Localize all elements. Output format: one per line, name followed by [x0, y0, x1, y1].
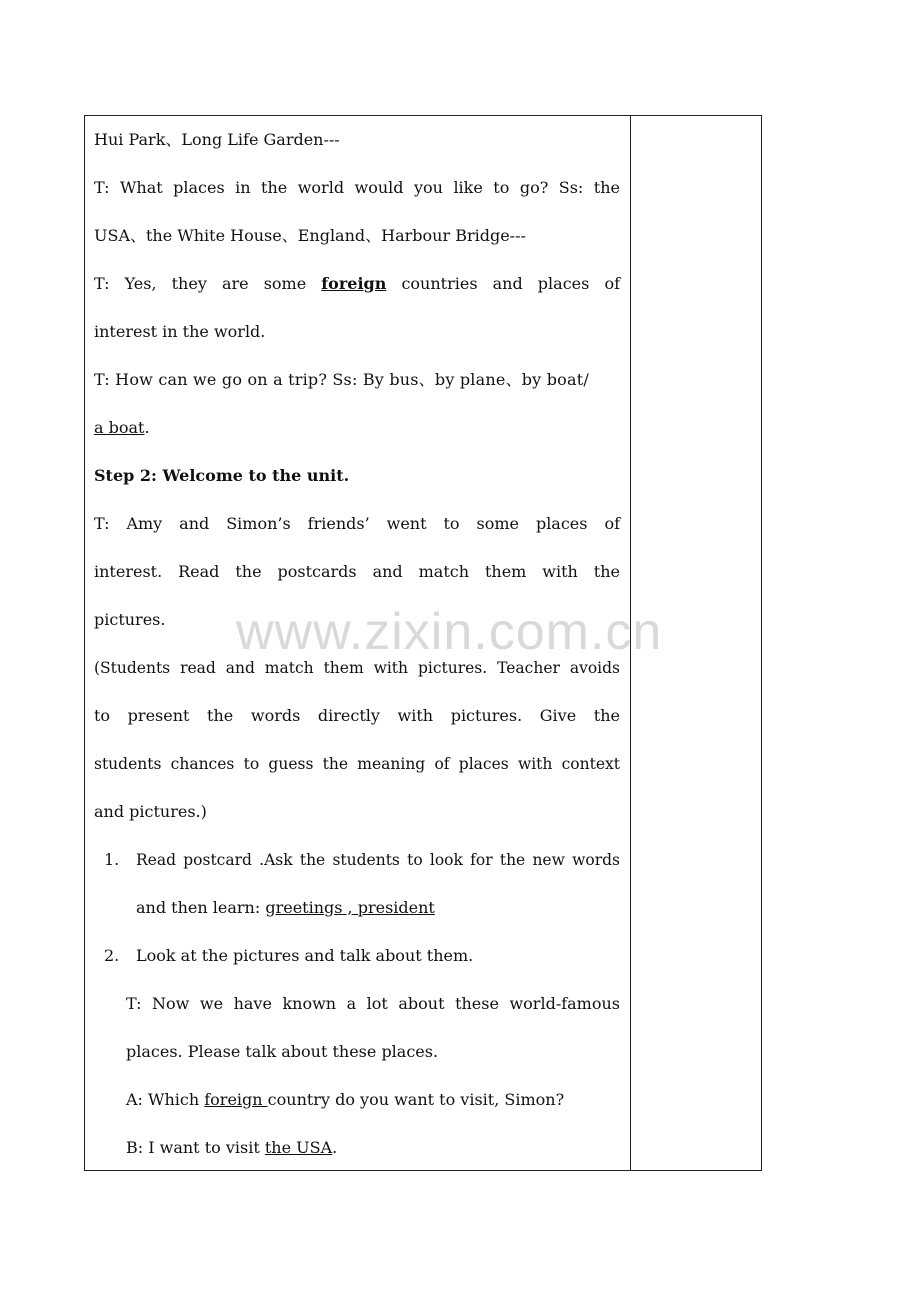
dialogue-line: B: I want to visit the USA. [126, 1138, 338, 1157]
list-item: Look at the pictures and talk about them. [136, 946, 474, 965]
text-line: interest. Read the postcards and match them with the [94, 562, 620, 581]
dialogue-line: A: Which foreign country do you want to visit, Simon? [126, 1090, 565, 1109]
keyword-foreign: foreign [204, 1090, 268, 1109]
text-line: (Students read and match them with pictures. Teacher avoids [94, 659, 620, 677]
list-item-continued: and then learn: greetings , president [136, 898, 435, 917]
text-line: T: Yes, they are some foreign countries and places of [94, 274, 620, 293]
keyword-greetings-president: greetings , president [265, 898, 435, 917]
text-line: T: Now we have known a lot about these world-famous [126, 994, 620, 1013]
text-line: interest in the world. [94, 322, 266, 341]
text-line: T: How can we go on a trip? Ss: By bus、by plane、by boat/ [94, 370, 589, 389]
text-line: T: What places in the world would you like to go? Ss: the [94, 178, 620, 197]
list-number: 2. [104, 946, 120, 965]
step-heading: Step 2: Welcome to the unit. [94, 466, 350, 485]
list-item: Read postcard .Ask the students to look for the new words [136, 851, 620, 869]
text-line: a boat. [94, 418, 150, 437]
keyword-foreign: foreign [321, 274, 387, 293]
text-line: to present the words directly with pictures. Give the [94, 706, 620, 725]
notes-cell [631, 116, 761, 1170]
text-line: pictures. [94, 610, 166, 629]
text-line: T: Amy and Simon’s friends’ went to some places of [94, 514, 620, 533]
watermark: www.zixin.com.cn [236, 603, 663, 661]
text-line: USA、the White House、England、Harbour Bridge--- [94, 226, 526, 245]
list-number: 1. [104, 850, 120, 869]
text-line: and pictures.) [94, 802, 207, 821]
keyword-the-usa: the USA [264, 1138, 333, 1157]
text-line: Hui Park、Long Life Garden--- [94, 130, 340, 149]
text-line: students chances to guess the meaning of places with context [94, 755, 620, 773]
text-line: places. Please talk about these places. [126, 1042, 439, 1061]
keyword-a-boat: a boat [94, 418, 145, 437]
